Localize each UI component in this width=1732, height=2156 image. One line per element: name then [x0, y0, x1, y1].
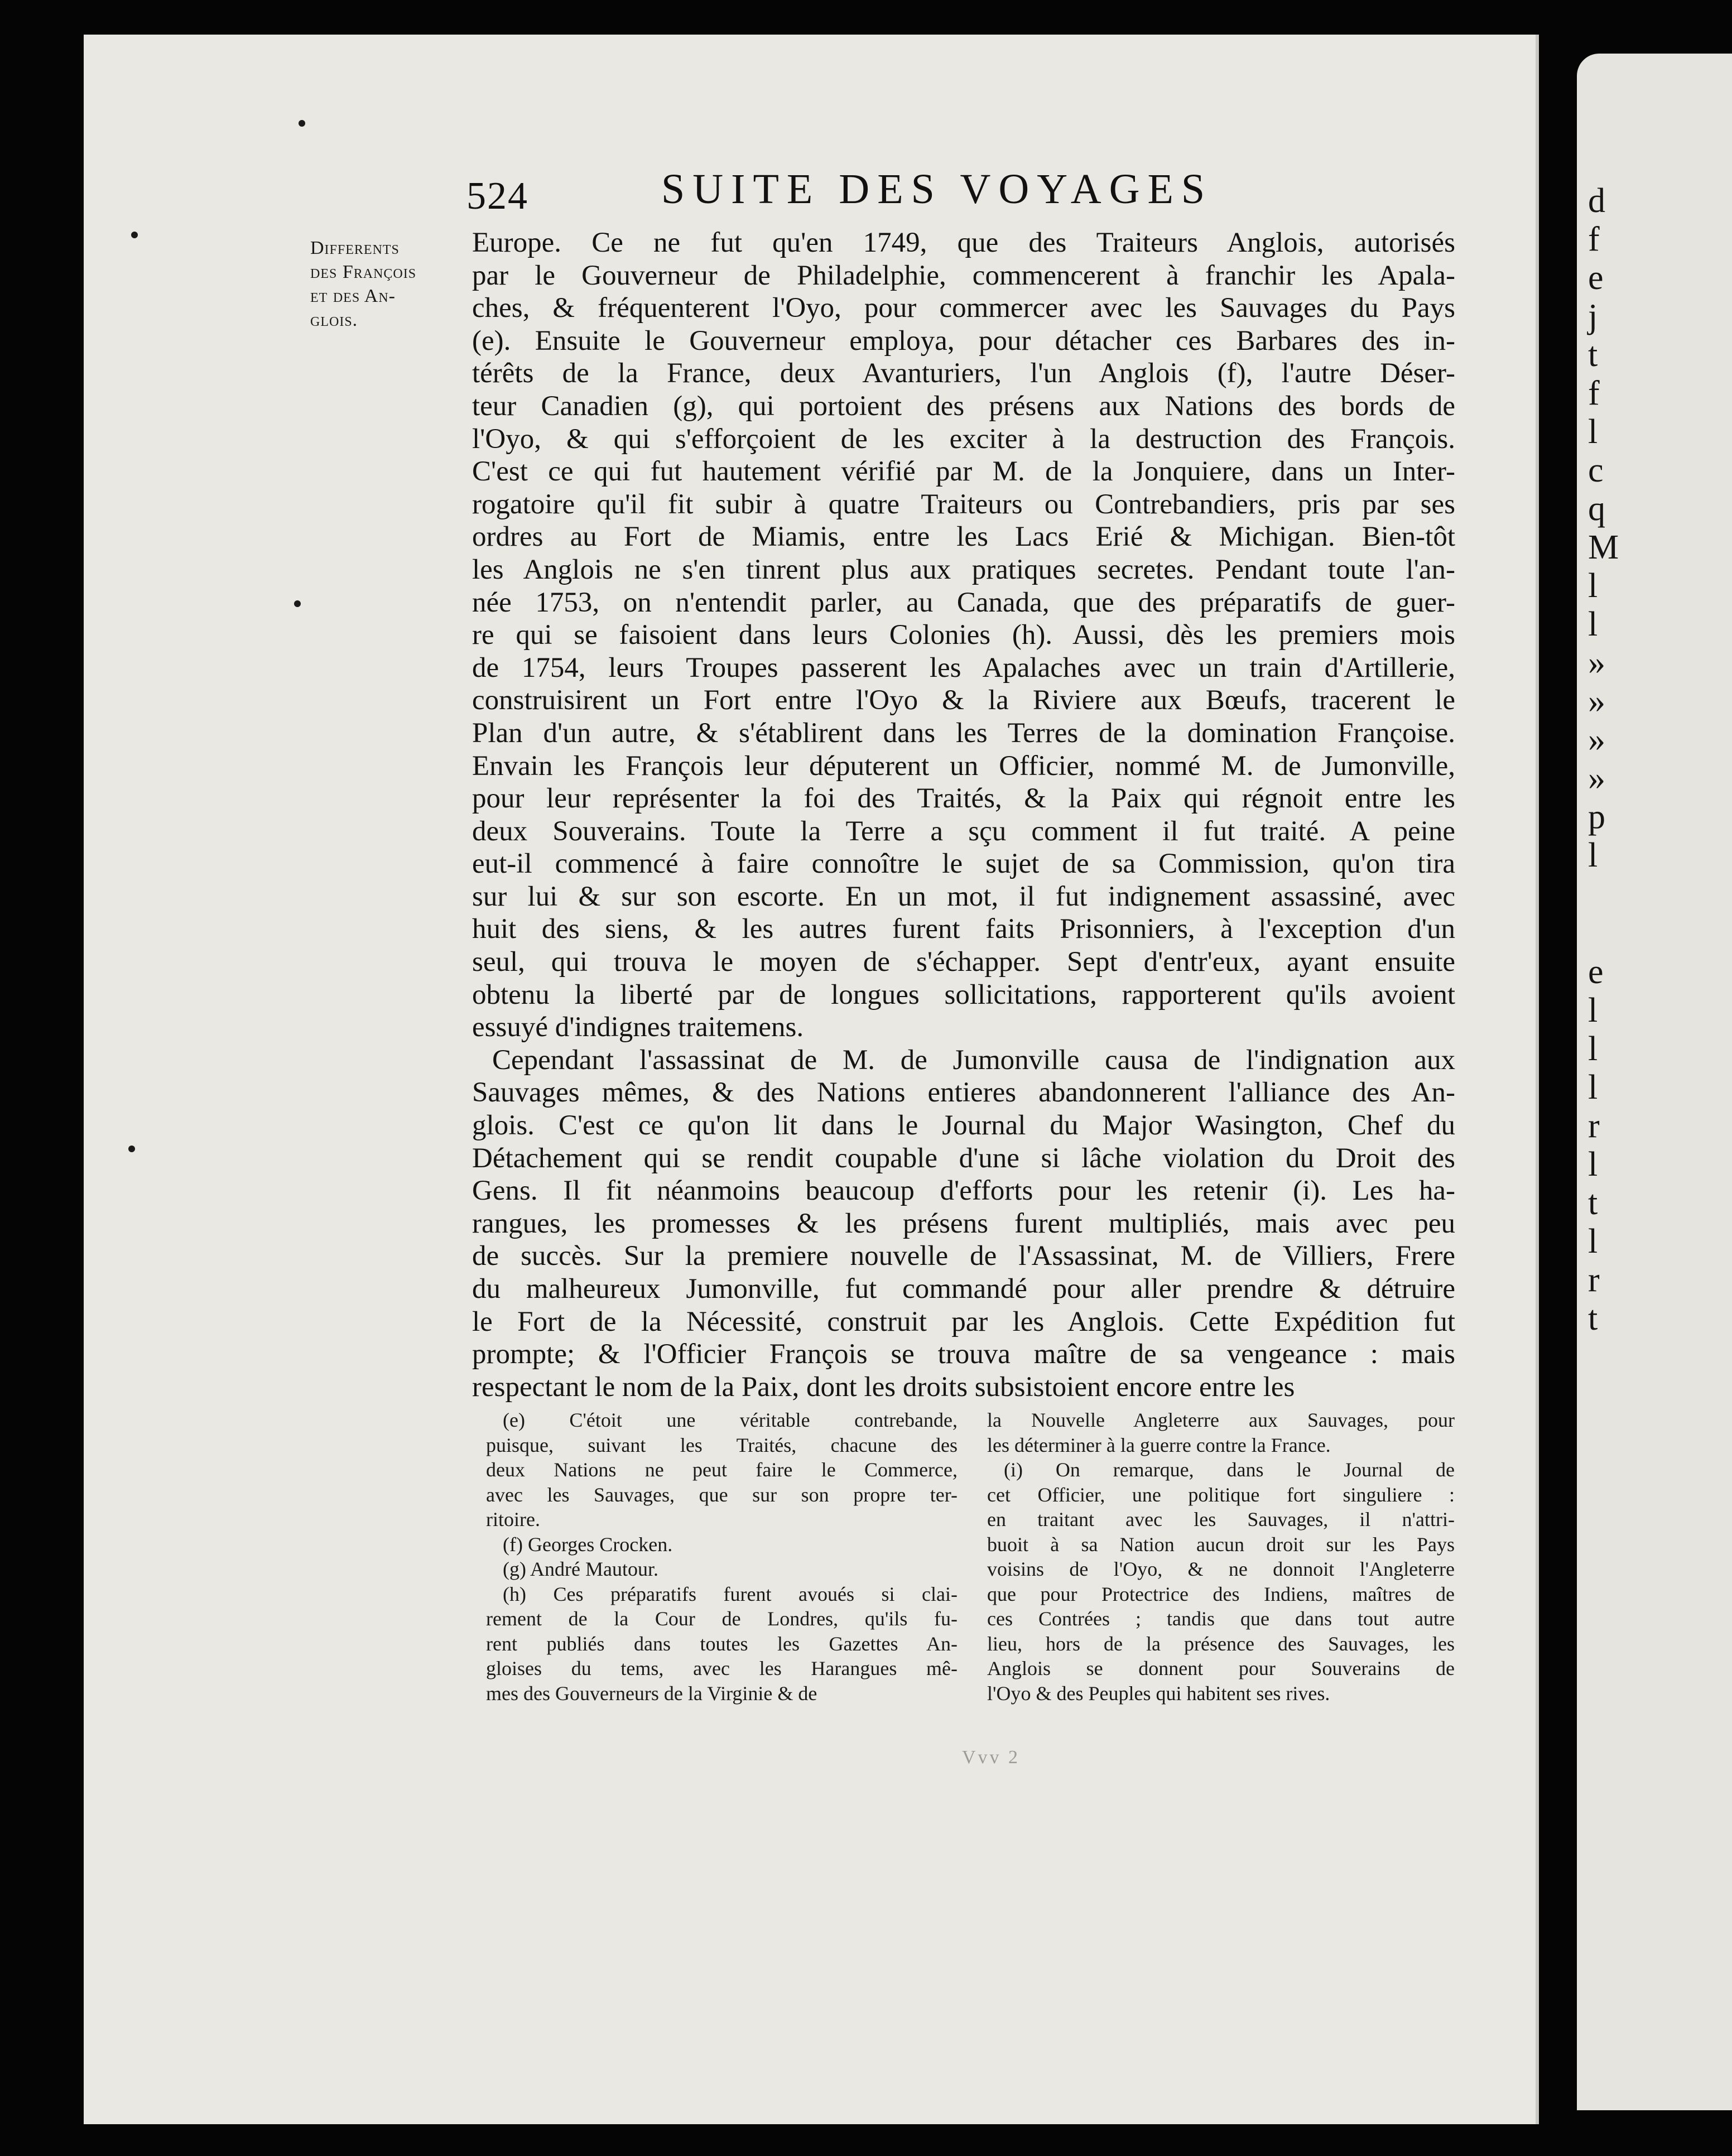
text-line: de succès. Sur la premiere nouvelle de l'Assassinat, M. de Villiers, Frere — [472, 1240, 1455, 1272]
text-line: Cependant l'assassinat de M. de Jumonville causa de l'indignation aux — [492, 1044, 1455, 1076]
adjacent-page-letter: l — [1588, 836, 1598, 874]
adjacent-page-letter: r — [1588, 1107, 1600, 1145]
footnote-line: l'Oyo & des Peuples qui habitent ses rives. — [987, 1682, 1330, 1705]
text-line: Détachement qui se rendit coupable d'une si lâche violation du Droit des — [472, 1142, 1455, 1174]
text-line: obtenu la liberté par de longues sollicitations, rapporterent qu'ils avoient — [472, 979, 1455, 1010]
adjacent-page-letter: » — [1588, 682, 1605, 720]
adjacent-page-letter: f — [1588, 374, 1600, 412]
text-line: du malheureux Jumonville, fut commandé pour aller prendre & détruire — [472, 1273, 1455, 1305]
margin-note-line: et des An- — [310, 286, 396, 306]
adjacent-page-text-fragment — [1577, 182, 1732, 1338]
text-line: construisirent un Fort entre l'Oyo & la Riviere aux Bœufs, tracerent le — [472, 685, 1455, 716]
margin-note-line: Differents — [310, 238, 400, 258]
text-line: essuyé d'indignes traitemens. — [472, 1012, 804, 1043]
ink-speck — [294, 600, 301, 607]
text-line: sur lui & sur son escorte. En un mot, il fut indignement assassiné, avec — [472, 880, 1455, 912]
footnote-line: rent publiés dans toutes les Gazettes An- — [486, 1632, 958, 1655]
footnote-line: voisins de l'Oyo, & ne donnoit l'Angleterre — [987, 1558, 1455, 1580]
ink-speck — [299, 120, 305, 127]
footnote-line: mes des Gouverneurs de la Virginie & de — [486, 1682, 817, 1705]
adjacent-page-letter: l — [1588, 1030, 1598, 1068]
adjacent-page-letter: » — [1588, 759, 1605, 797]
adjacent-page-letter: l — [1588, 1069, 1598, 1106]
adjacent-page-edge — [1577, 54, 1732, 2110]
text-line: née 1753, on n'entendit parler, au Canada, que des préparatifs de guer- — [472, 586, 1455, 618]
adjacent-page-letter: l — [1588, 605, 1598, 643]
ink-speck — [131, 232, 138, 238]
page-number: 524 — [466, 175, 528, 218]
adjacent-page-letter: r — [1588, 1261, 1600, 1299]
footnote-line: Anglois se donnent pour Souverains de — [987, 1657, 1455, 1679]
adjacent-page-letter: l — [1588, 992, 1598, 1029]
text-line: respectant le nom de la Paix, dont les droits subsistoient encore entre les — [472, 1371, 1295, 1403]
text-line: Gens. Il fit néanmoins beaucoup d'efforts pour les retenir (i). Les ha- — [472, 1175, 1455, 1207]
text-line: (e). Ensuite le Gouverneur employa, pour détacher ces Barbares des in- — [472, 325, 1455, 357]
footnote-line: (g) André Mautour. — [503, 1558, 658, 1580]
adjacent-page-letter: » — [1588, 721, 1605, 759]
text-line: ches, & fréquenterent l'Oyo, pour commercer avec les Sauvages du Pays — [472, 292, 1455, 324]
adjacent-page-letter: p — [1588, 798, 1605, 836]
text-line: huit des siens, & les autres furent faits Prisonniers, à l'exception d'un — [472, 913, 1455, 945]
main-text-block — [472, 227, 1455, 1403]
footnote-line: que pour Protectrice des Indiens, maîtres de — [987, 1582, 1455, 1605]
adjacent-page-letter: t — [1588, 336, 1598, 374]
footnote-line: (i) On remarque, dans le Journal de — [1004, 1459, 1455, 1481]
text-line: térêts de la France, deux Avanturiers, l'un Anglois (f), l'autre Déser- — [472, 358, 1455, 389]
ink-speck — [128, 1146, 135, 1152]
signature-mark: Vvv 2 — [962, 1747, 1021, 1768]
adjacent-page-letter: l — [1588, 413, 1598, 451]
adjacent-page-letter: l — [1588, 1146, 1598, 1183]
text-line: l'Oyo, & qui s'efforçoient de les exciter à la destruction des François. — [472, 423, 1455, 455]
adjacent-page-letter: t — [1588, 1184, 1598, 1222]
text-line: seul, qui trouva le moyen de s'échapper. Sept d'entr'eux, ayant ensuite — [472, 946, 1455, 978]
adjacent-page-letter — [1588, 875, 1732, 953]
footnote-line: buoit à sa Nation aucun droit sur les Pays — [987, 1533, 1455, 1556]
text-line: Sauvages mêmes, & des Nations entieres abandonnerent l'alliance des An- — [472, 1077, 1455, 1109]
footnotes-right-column — [987, 1408, 1455, 1706]
adjacent-page-letter: e — [1588, 953, 1604, 991]
footnote-line: ces Contrées ; tandis que dans tout autre — [987, 1608, 1455, 1630]
text-line: Envain les François leur députerent un Officier, nommé M. de Jumonville, — [472, 750, 1455, 782]
text-line: re qui se faisoient dans leurs Colonies (h). Aussi, dès les premiers mois — [472, 619, 1455, 651]
running-title: SUITE DES VOYAGES — [661, 166, 1213, 213]
footnote-line: avec les Sauvages, que sur son propre ter- — [486, 1483, 958, 1506]
footnote-line: (f) Georges Crocken. — [503, 1533, 673, 1556]
text-line: eut-il commencé à faire connoître le sujet de sa Commission, qu'on tira — [472, 848, 1455, 880]
text-line: rogatoire qu'il fit subir à quatre Traiteurs ou Contrebandiers, pris par ses — [472, 488, 1455, 520]
footnote-line: puisque, suivant les Traités, chacune des — [486, 1433, 958, 1456]
text-line: Europe. Ce ne fut qu'en 1749, que des Traiteurs Anglois, autorisés — [472, 227, 1455, 258]
text-line: de 1754, leurs Troupes passerent les Apalaches avec un train d'Artillerie, — [472, 652, 1455, 684]
margin-note — [310, 236, 461, 332]
adjacent-page-letter: t — [1588, 1300, 1598, 1337]
footnote-line: cet Officier, une politique fort singuliere : — [987, 1483, 1455, 1506]
adjacent-page-letter: e — [1588, 259, 1604, 297]
footnote-line: la Nouvelle Angleterre aux Sauvages, pour — [987, 1409, 1455, 1431]
text-line: C'est ce qui fut hautement vérifié par M. de la Jonquiere, dans un Inter- — [472, 456, 1455, 488]
footnote-line: (h) Ces préparatifs furent avoués si clai- — [503, 1582, 958, 1605]
margin-note-line: glois. — [310, 310, 358, 330]
text-line: par le Gouverneur de Philadelphie, commencerent à franchir les Apala- — [472, 259, 1455, 291]
adjacent-page-letter: f — [1588, 220, 1600, 258]
text-line: teur Canadien (g), qui portoient des présens aux Nations des bords de — [472, 390, 1455, 422]
text-line: le Fort de la Nécessité, construit par les Anglois. Cette Expédition fut — [472, 1306, 1455, 1337]
margin-note-line: des François — [310, 262, 417, 282]
text-line: glois. C'est ce qu'on lit dans le Journal du Major Wasington, Chef du — [472, 1110, 1455, 1142]
adjacent-page-letter: M — [1588, 528, 1619, 566]
adjacent-page-letter: q — [1588, 490, 1605, 528]
adjacent-page-letter: » — [1588, 644, 1605, 682]
text-line: pour leur représenter la foi des Traités, & la Paix qui régnoit entre les — [472, 783, 1455, 815]
footnotes-left-column — [486, 1408, 958, 1706]
footnote-line: ritoire. — [486, 1508, 540, 1531]
adjacent-page-letter: c — [1588, 451, 1604, 489]
footnote-line: les déterminer à la guerre contre la France. — [987, 1433, 1331, 1456]
text-line: deux Souverains. Toute la Terre a sçu comment il fut traité. A peine — [472, 815, 1455, 847]
text-line: prompte; & l'Officier François se trouva maître de sa vengeance : mais — [472, 1339, 1455, 1370]
footnote-line: en traitant avec les Sauvages, il n'attri- — [987, 1508, 1455, 1531]
footnote-line: rement de la Cour de Londres, qu'ils fu- — [486, 1608, 958, 1630]
adjacent-page-letter: l — [1588, 1223, 1598, 1260]
adjacent-page-letter: d — [1588, 182, 1605, 220]
adjacent-page-letter: l — [1588, 567, 1598, 605]
adjacent-page-letter: j — [1588, 297, 1598, 335]
footnote-line: (e) C'étoit une véritable contrebande, — [503, 1409, 958, 1431]
text-line: les Anglois ne s'en tinrent plus aux pratiques secretes. Pendant toute l'an- — [472, 554, 1455, 585]
text-line: rangues, les promesses & les présens furent multipliés, mais avec peu — [472, 1207, 1455, 1239]
text-line: ordres au Fort de Miamis, entre les Lacs Erié & Michigan. Bien-tôt — [472, 521, 1455, 553]
footnote-line: deux Nations ne peut faire le Commerce, — [486, 1459, 958, 1481]
footnote-line: lieu, hors de la présence des Sauvages, les — [987, 1632, 1455, 1655]
text-line: Plan d'un autre, & s'établirent dans les Terres de la domination Françoise. — [472, 717, 1455, 749]
footnote-line: gloises du tems, avec les Harangues mê- — [486, 1657, 958, 1679]
